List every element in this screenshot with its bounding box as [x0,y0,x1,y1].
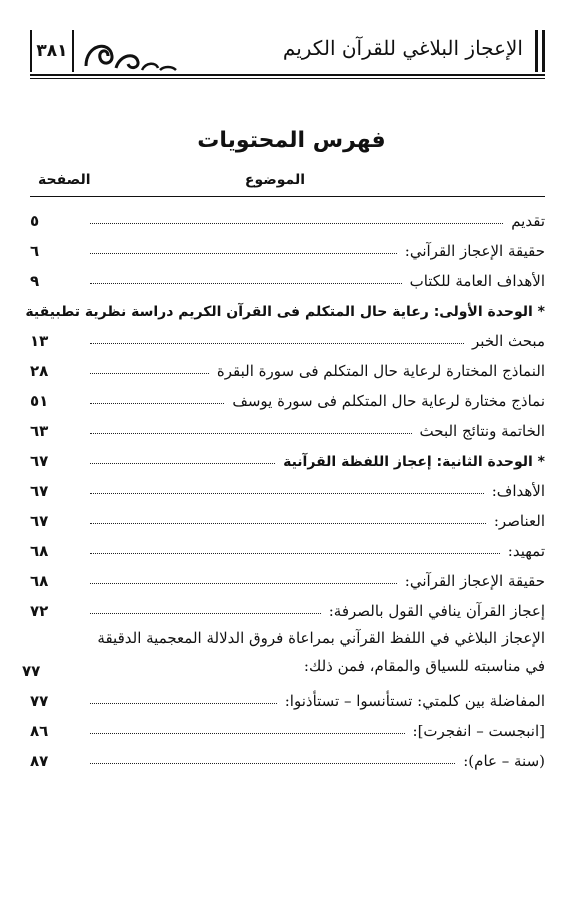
toc-entry [30,230,545,260]
leader-dots [90,733,405,734]
leader-dots [90,583,397,584]
entry-page: ٨٦ [30,722,49,740]
toc-entry [30,200,545,230]
leader-dots [90,523,486,524]
entry-page: ٦٧ [30,512,49,530]
column-headers [30,172,545,196]
leader-dots [90,493,484,494]
entry-page: ٦٨ [30,542,49,560]
leader-dots [90,433,412,434]
toc-entry [30,500,545,530]
entry-text: تقديم [511,212,545,230]
leader-dots [90,763,455,764]
entry-text: (سنة – عام): [463,752,545,770]
toc-list [22,200,545,770]
leader-dots [90,253,397,254]
toc-entry [30,590,545,620]
toc-entry [30,710,545,740]
entry-page: ٧٧ [22,662,41,680]
entry-page: ٥ [30,212,40,230]
entry-text: المفاضلة بين كلمتي: تستأنسوا – تستأذنوا: [284,692,545,710]
entry-text: الأهداف العامة للكتاب [409,272,545,290]
entry-text: حقيقة الإعجاز القرآني: [404,572,545,590]
leader-dots [90,373,209,374]
entry-text: تمهيد: [507,542,545,560]
leader-dots [90,283,402,284]
toc-title: فهرس المحتويات [197,128,386,153]
column-rule [30,196,545,197]
leader-dots [90,703,277,704]
entry-page: ٦٣ [30,422,49,440]
entry-text: مبحث الخبر [472,332,545,350]
entry-text: الأهداف: [491,482,545,500]
toc-entry [30,440,545,470]
entry-page [0,302,9,320]
leader-dots [90,343,464,344]
leader-dots [90,223,503,224]
toc-entry [30,380,545,410]
column-page: الصفحة [38,172,91,188]
entry-text: * الوحدة الثانية: إعجاز اللفظة القرآنية [283,454,545,470]
header-rule-thin [30,78,545,79]
entry-page: ٦٨ [30,572,49,590]
entry-page: ٧٧ [30,692,49,710]
leader-dots [90,463,275,464]
toc-entry [30,350,545,380]
leader-dots [90,403,224,404]
ornament-icon [80,34,180,74]
entry-text: النماذج المختارة لرعاية حال المتكلم فى سورة البقرة [216,362,545,380]
entry-page: ٦٧ [30,482,49,500]
leader-dots [90,613,321,614]
entry-text: حقيقة الإعجاز القرآني: [404,242,545,260]
entry-text: الخاتمة ونتائج البحث [419,422,545,440]
entry-page: ٥١ [30,392,49,410]
page-number: ٣٨١ [30,30,74,72]
toc-entry [30,740,545,770]
entry-page: ١٣ [30,332,49,350]
toc-entry [22,620,545,680]
entry-text: * الوحدة الأولى: رعاية حال المتكلم فى القرآن الكريم دراسة نظرية تطبيقية [25,304,545,320]
header-rule [30,74,545,76]
entry-text: [انبجست – انفجرت]: [412,722,545,740]
running-header [30,30,545,80]
toc-entry [30,260,545,290]
entry-page: ٦٧ [30,452,49,470]
toc-entry [30,410,545,440]
entry-text: نماذج مختارة لرعاية حال المتكلم فى سورة يوسف [232,392,545,410]
header-title: الإعجاز البلاغي للقرآن الكريم [282,36,523,60]
entry-page: ٩ [30,272,40,290]
toc-entry [30,470,545,500]
toc-entry [30,530,545,560]
column-topic: الموضوع [244,172,305,188]
toc-entry [25,290,545,320]
entry-page: ٧٢ [30,602,49,620]
toc-entry [30,320,545,350]
toc-entry [30,680,545,710]
header-bars [533,30,545,72]
leader-dots [90,553,500,554]
entry-page: ٦ [30,242,40,260]
entry-text: العناصر: [493,512,545,530]
entry-page: ٢٨ [30,362,49,380]
entry-text: إعجاز القرآن ينافي القول بالصرفة: [328,602,545,620]
entry-text: الإعجاز البلاغي في اللفظ القرآني بمراعاة فروق الدلالة المعجمية الدقيقة في مناسبته للسياق والمقام، فمن ذلك: [97,629,545,675]
toc-entry [30,560,545,590]
entry-page: ٨٧ [30,752,49,770]
